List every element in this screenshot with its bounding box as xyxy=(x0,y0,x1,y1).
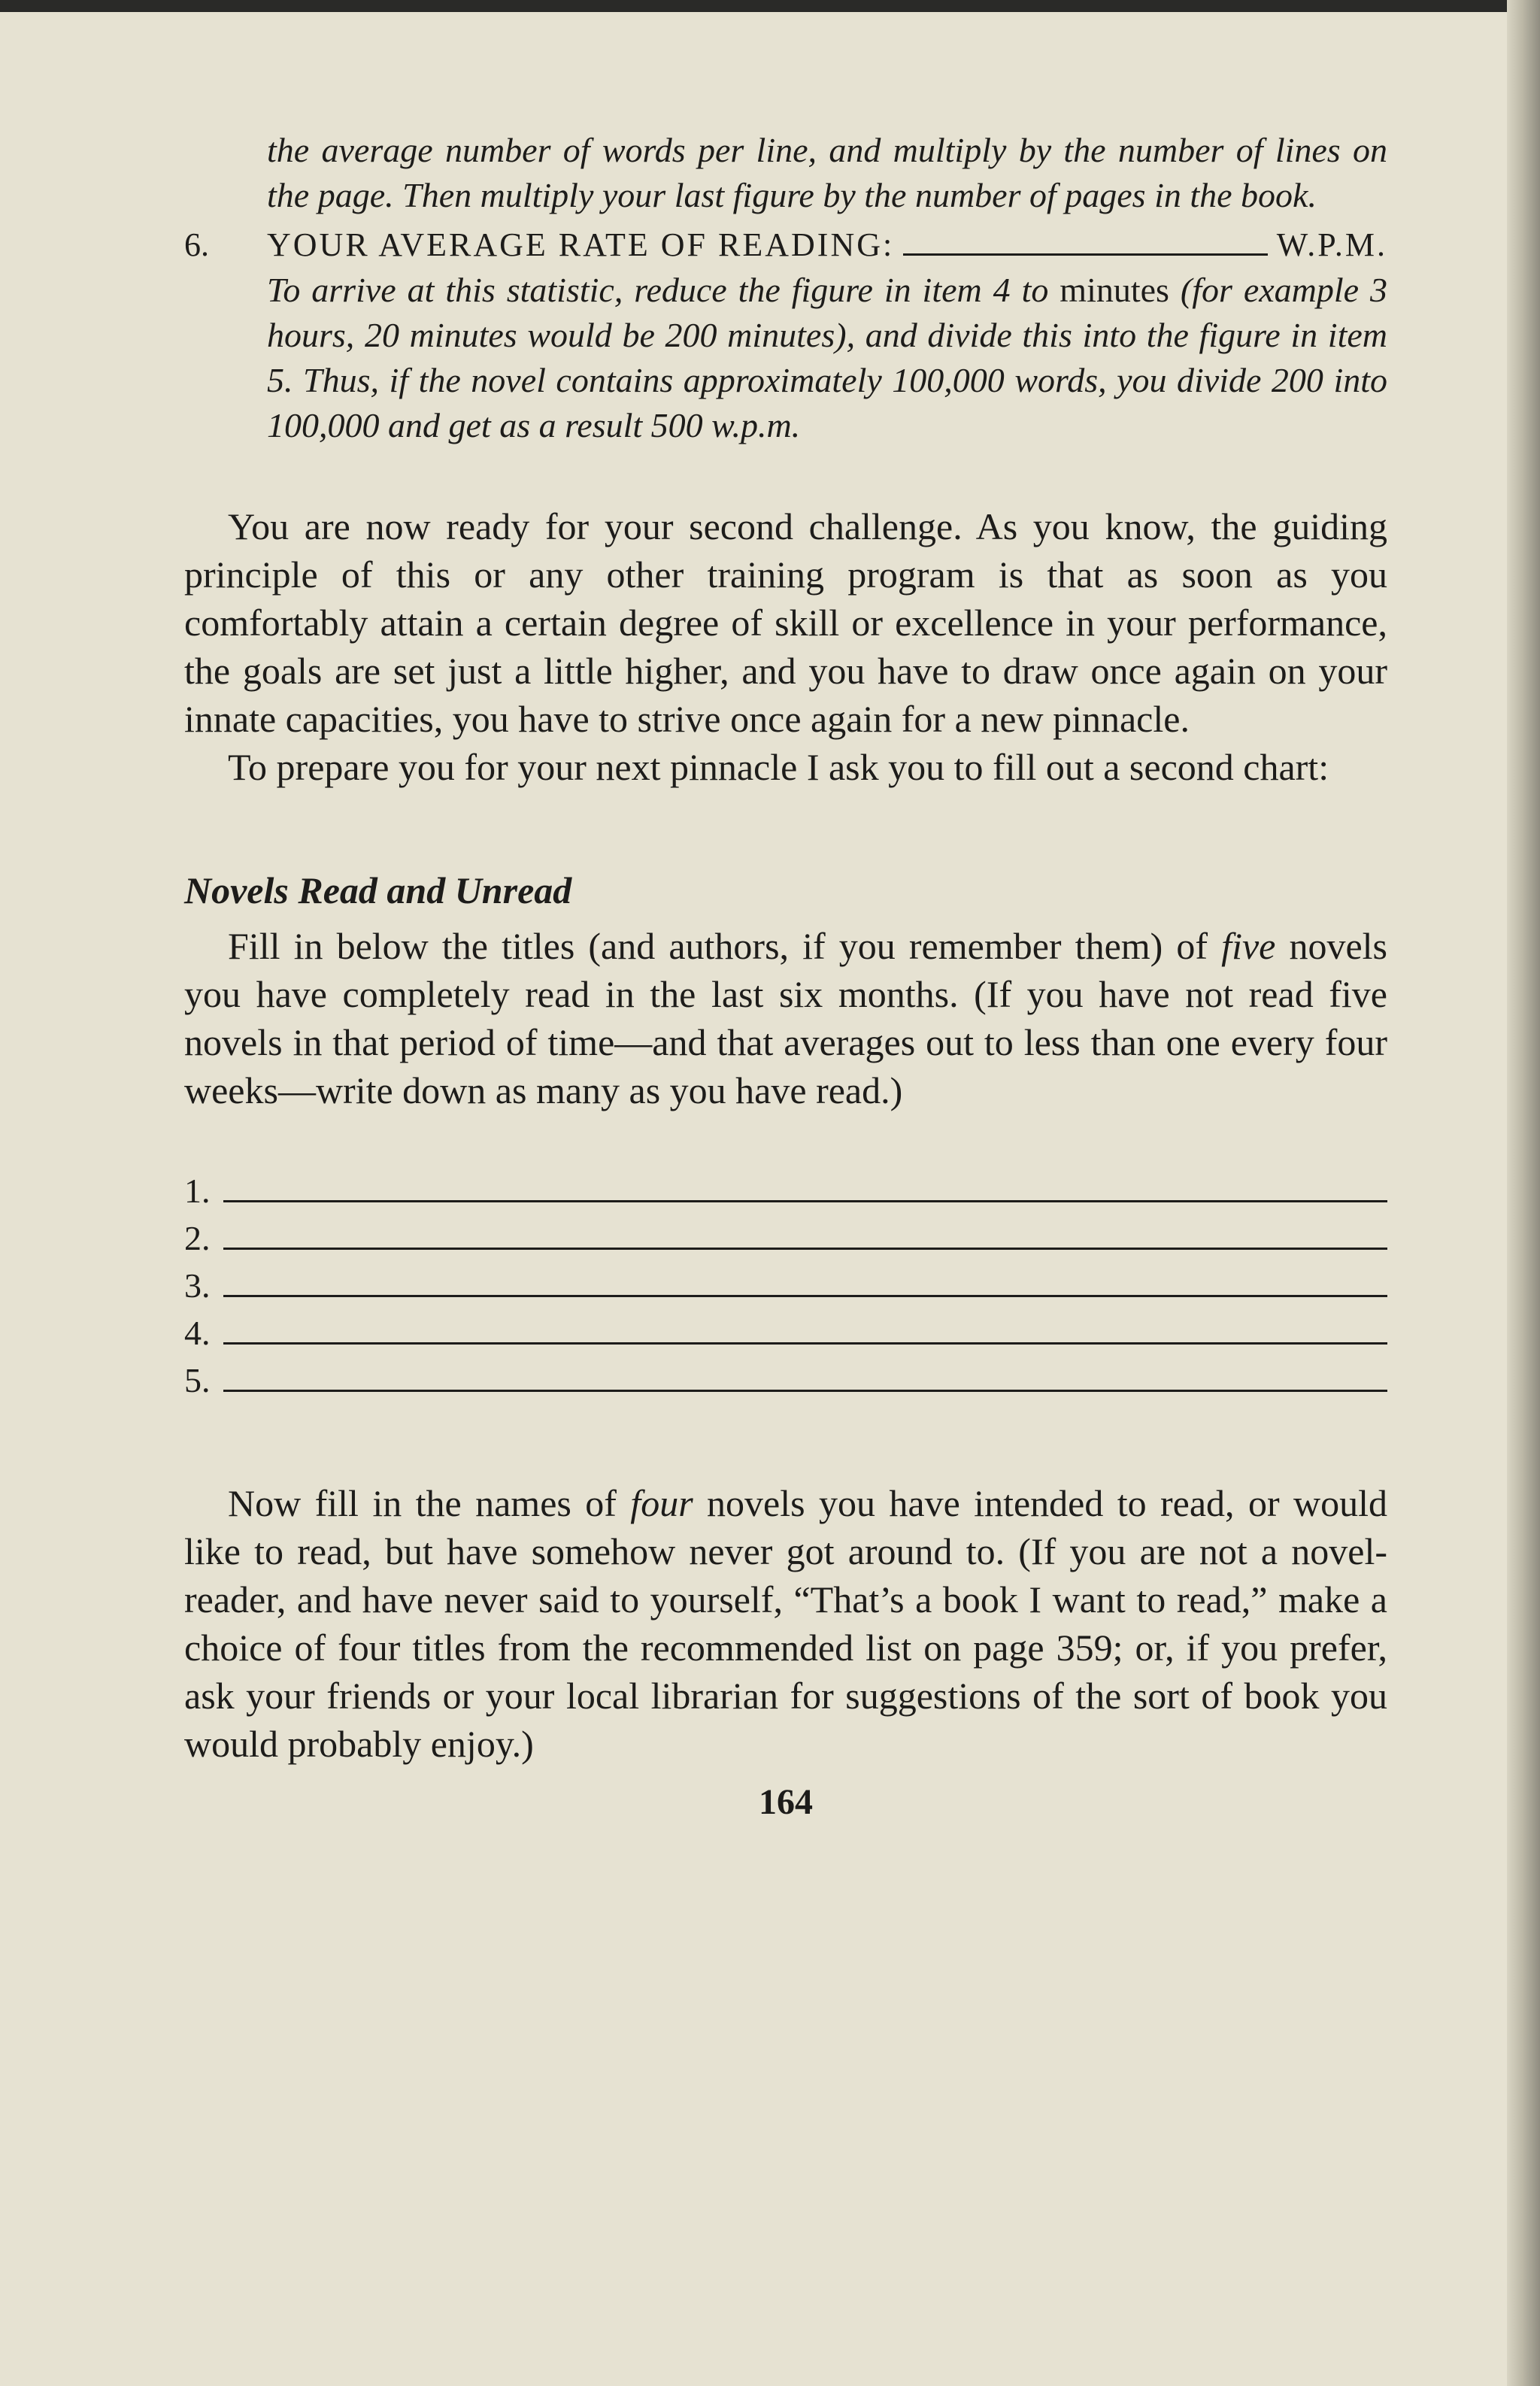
paragraph4-before: Now fill in the names of xyxy=(228,1482,631,1524)
item6-line xyxy=(184,223,1387,268)
blank-row-number: 5. xyxy=(184,1361,211,1399)
paragraph-novels-read xyxy=(184,922,1387,1114)
blank-row xyxy=(184,1167,1387,1214)
page-right-edge-shadow xyxy=(1507,0,1540,2386)
item5-continuation: the average number of words per line, and multiply by the number of lines on the page. Then multiply your last figure by the number of pages in the book. xyxy=(267,131,1387,214)
paragraph-second-chart: To prepare you for your next pinnacle I ask you to fill out a second chart: xyxy=(228,746,1329,788)
paragraph3-before: Fill in below the titles (and authors, if you remember them) of xyxy=(228,925,1222,967)
scan-top-edge xyxy=(0,0,1540,12)
item6-unit: W.P.M. xyxy=(1276,226,1387,263)
item6-instruction-part2: (for example 3 hours, 20 minutes would be 200 minutes), and divide this into the figure in item 5. Thus, if the novel contains approximately 100,000 words, you divide 200 into 100,000 and get as a result 500 w.p.m. xyxy=(267,271,1387,444)
blank-row xyxy=(184,1214,1387,1262)
blank-row-number: 4. xyxy=(184,1314,211,1352)
page-number: 164 xyxy=(759,1782,813,1822)
blank-fill-line[interactable] xyxy=(223,1312,1387,1345)
section-heading: Novels Read and Unread xyxy=(184,869,572,911)
blank-row xyxy=(184,1309,1387,1357)
blank-row-number: 2. xyxy=(184,1219,211,1257)
blank-row xyxy=(184,1262,1387,1309)
paragraph-novels-unread xyxy=(184,1479,1387,1768)
paragraph4-emphasis: four xyxy=(630,1482,693,1524)
blank-row xyxy=(184,1357,1387,1404)
item6-instruction-minutes: minutes xyxy=(1060,271,1169,309)
blank-fill-line[interactable] xyxy=(223,1217,1387,1250)
item6-label: YOUR AVERAGE RATE OF READING: xyxy=(267,226,895,263)
novels-read-blank-list xyxy=(184,1167,1387,1404)
item6-fill-line[interactable] xyxy=(903,226,1268,256)
item6-instruction xyxy=(267,268,1387,448)
paragraph-second-challenge: You are now ready for your second challenge. As you know, the guiding principle of this or any other training program is that as soon as you comfortably attain a certain degree of skill or excellence in your performance, the goals are set just a little higher, and you have to draw once again on your innate capacities, you have to strive once again for a new pinnacle. xyxy=(184,505,1387,740)
blank-fill-line[interactable] xyxy=(223,1265,1387,1297)
blank-row-number: 3. xyxy=(184,1266,211,1305)
paragraph3-after: novels you have completely read in the last six months. (If you have not read five novels in that period of time—and that averages out to less than one every four weeks—write down as many as you have read.) xyxy=(184,925,1387,1111)
blank-fill-line[interactable] xyxy=(223,1360,1387,1392)
paragraph3-emphasis: five xyxy=(1221,925,1276,967)
paragraph4-after: novels you have intended to read, or would like to read, but have somehow never got around to. (If you are not a novel-reader, and have never said to yourself, “That’s a book I want to read,” make a choice of four titles from the recommended list on page 359; or, if you prefer, ask your friends or your local librarian for suggestions of the sort of book you would probably enjoy.) xyxy=(184,1482,1388,1765)
book-page xyxy=(184,128,1387,1823)
blank-fill-line[interactable] xyxy=(223,1170,1387,1202)
item6-instruction-part1: To arrive at this statistic, reduce the figure in item 4 to xyxy=(267,271,1060,309)
item6-number: 6. xyxy=(184,226,209,263)
blank-row-number: 1. xyxy=(184,1172,211,1210)
